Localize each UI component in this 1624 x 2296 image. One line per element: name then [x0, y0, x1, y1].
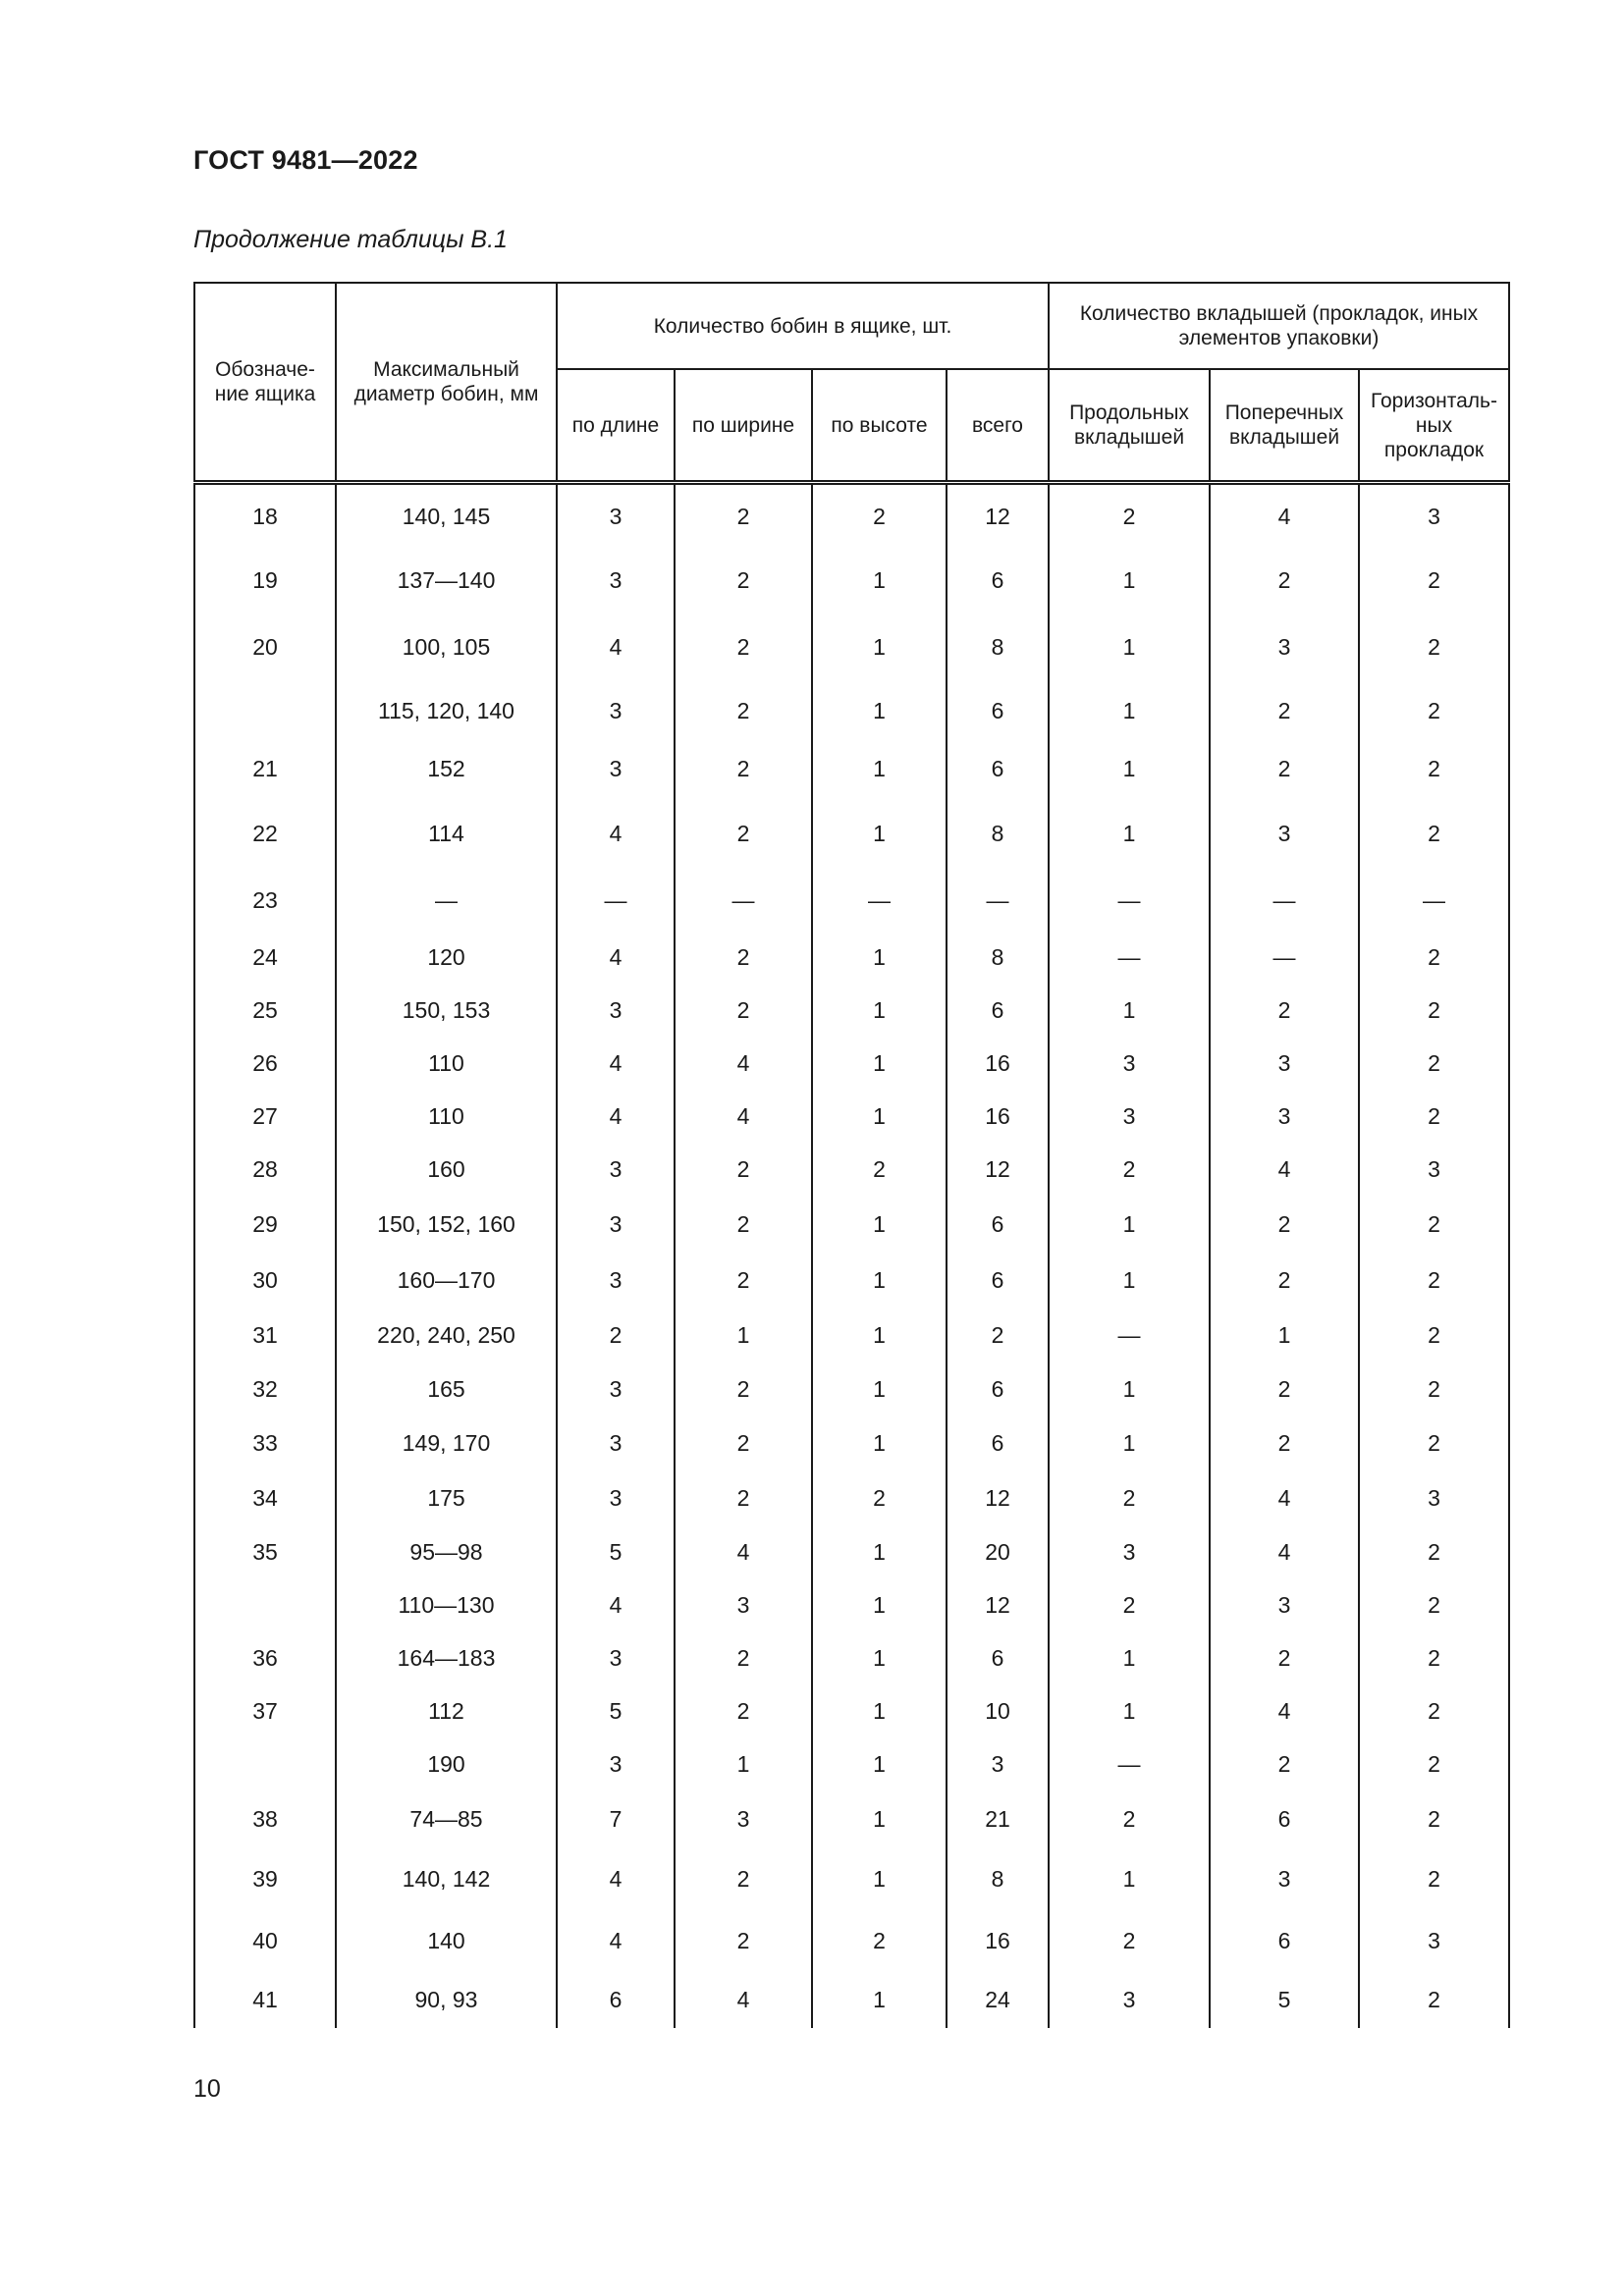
cell-total: 16: [947, 1910, 1049, 1971]
cell-transverse: 2: [1210, 1415, 1359, 1470]
cell-designation: 33: [194, 1415, 336, 1470]
cell-by-width: 2: [675, 740, 812, 797]
cell-horizontal: 2: [1359, 1971, 1509, 2028]
cell-max-diameter: 149, 170: [336, 1415, 557, 1470]
cell-max-diameter: 137—140: [336, 548, 557, 613]
cell-by-height: 1: [812, 1847, 947, 1910]
cell-designation: 36: [194, 1631, 336, 1684]
cell-longitudinal: 1: [1049, 681, 1210, 740]
table-row: [194, 797, 1509, 870]
cell-longitudinal: 3: [1049, 1090, 1210, 1143]
cell-by-width: 2: [675, 613, 812, 681]
table-row: [194, 1631, 1509, 1684]
cell-by-height: 2: [812, 1470, 947, 1525]
cell-transverse: 2: [1210, 1362, 1359, 1415]
cell-total: —: [947, 870, 1049, 931]
cell-by-height: 1: [812, 797, 947, 870]
cell-designation: 23: [194, 870, 336, 931]
cell-longitudinal: 1: [1049, 548, 1210, 613]
cell-transverse: 2: [1210, 984, 1359, 1037]
cell-longitudinal: 2: [1049, 1143, 1210, 1196]
cell-total: 8: [947, 1847, 1049, 1910]
cell-transverse: 4: [1210, 1525, 1359, 1578]
cell-by-length: 4: [557, 1037, 675, 1090]
table-row: [194, 1971, 1509, 2028]
cell-longitudinal: 2: [1049, 1470, 1210, 1525]
cell-horizontal: 2: [1359, 1196, 1509, 1253]
cell-transverse: 4: [1210, 1470, 1359, 1525]
cell-by-width: 1: [675, 1737, 812, 1790]
cell-by-length: —: [557, 870, 675, 931]
table-row: [194, 681, 1509, 740]
cell-total: 8: [947, 931, 1049, 984]
table-row: [194, 1525, 1509, 1578]
cell-designation: [194, 1578, 336, 1631]
cell-horizontal: 3: [1359, 1470, 1509, 1525]
cell-designation: 22: [194, 797, 336, 870]
cell-total: 24: [947, 1971, 1049, 2028]
table-row: [194, 1790, 1509, 1847]
cell-longitudinal: 1: [1049, 984, 1210, 1037]
cell-horizontal: 3: [1359, 1910, 1509, 1971]
cell-transverse: 3: [1210, 797, 1359, 870]
table-row: [194, 740, 1509, 797]
cell-total: 16: [947, 1037, 1049, 1090]
cell-horizontal: 2: [1359, 1737, 1509, 1790]
cell-by-length: 4: [557, 1910, 675, 1971]
cell-longitudinal: 3: [1049, 1971, 1210, 2028]
cell-by-width: 4: [675, 1971, 812, 2028]
cell-transverse: 3: [1210, 1847, 1359, 1910]
table-row: [194, 1684, 1509, 1737]
cell-total: 6: [947, 1196, 1049, 1253]
cell-total: 3: [947, 1737, 1049, 1790]
cell-max-diameter: —: [336, 870, 557, 931]
cell-by-width: 2: [675, 1362, 812, 1415]
cell-by-length: 2: [557, 1308, 675, 1362]
cell-by-width: 4: [675, 1090, 812, 1143]
cell-horizontal: 2: [1359, 1362, 1509, 1415]
cell-by-width: 2: [675, 681, 812, 740]
cell-longitudinal: 1: [1049, 1415, 1210, 1470]
header-max-diameter: Максимальный диаметр бобин, мм: [336, 283, 557, 483]
cell-by-height: 1: [812, 1196, 947, 1253]
cell-max-diameter: 140, 145: [336, 483, 557, 548]
cell-max-diameter: 140, 142: [336, 1847, 557, 1910]
cell-by-height: 1: [812, 740, 947, 797]
cell-transverse: 3: [1210, 613, 1359, 681]
cell-max-diameter: 114: [336, 797, 557, 870]
header-by-width: по ширине: [675, 369, 812, 483]
cell-total: 16: [947, 1090, 1049, 1143]
cell-horizontal: 2: [1359, 1525, 1509, 1578]
table-continuation-caption: Продолжение таблицы В.1: [193, 226, 508, 253]
cell-horizontal: 2: [1359, 1684, 1509, 1737]
cell-horizontal: 2: [1359, 931, 1509, 984]
cell-by-width: —: [675, 870, 812, 931]
header-total: всего: [947, 369, 1049, 483]
cell-total: 6: [947, 1415, 1049, 1470]
header-bobbins-group: Количество бобин в ящике, шт.: [557, 283, 1049, 369]
cell-by-length: 3: [557, 1415, 675, 1470]
cell-by-length: 3: [557, 1253, 675, 1308]
cell-by-width: 2: [675, 984, 812, 1037]
cell-by-height: 1: [812, 1790, 947, 1847]
cell-transverse: —: [1210, 931, 1359, 984]
table-row: [194, 1143, 1509, 1196]
table-row: [194, 548, 1509, 613]
table-header: [194, 283, 1509, 483]
cell-by-length: 5: [557, 1684, 675, 1737]
cell-max-diameter: 112: [336, 1684, 557, 1737]
cell-by-height: 1: [812, 1631, 947, 1684]
cell-total: 6: [947, 1253, 1049, 1308]
cell-by-height: 1: [812, 1578, 947, 1631]
cell-designation: 19: [194, 548, 336, 613]
cell-designation: 24: [194, 931, 336, 984]
cell-total: 6: [947, 740, 1049, 797]
cell-by-length: 3: [557, 483, 675, 548]
table-row: [194, 870, 1509, 931]
cell-by-width: 2: [675, 1847, 812, 1910]
cell-designation: 27: [194, 1090, 336, 1143]
header-by-height: по высоте: [812, 369, 947, 483]
cell-by-length: 5: [557, 1525, 675, 1578]
cell-by-length: 4: [557, 797, 675, 870]
cell-by-height: 2: [812, 1910, 947, 1971]
cell-by-height: 1: [812, 1037, 947, 1090]
cell-by-height: 1: [812, 548, 947, 613]
cell-longitudinal: 2: [1049, 1910, 1210, 1971]
cell-designation: 32: [194, 1362, 336, 1415]
cell-max-diameter: 160—170: [336, 1253, 557, 1308]
cell-designation: 38: [194, 1790, 336, 1847]
cell-designation: 28: [194, 1143, 336, 1196]
cell-by-height: 1: [812, 1737, 947, 1790]
cell-longitudinal: 1: [1049, 613, 1210, 681]
cell-total: 21: [947, 1790, 1049, 1847]
cell-transverse: 2: [1210, 740, 1359, 797]
cell-by-width: 2: [675, 931, 812, 984]
cell-by-height: 1: [812, 931, 947, 984]
cell-by-height: 1: [812, 1971, 947, 2028]
cell-horizontal: 2: [1359, 681, 1509, 740]
cell-horizontal: 3: [1359, 1143, 1509, 1196]
table-row: [194, 1308, 1509, 1362]
table-row: [194, 1578, 1509, 1631]
cell-max-diameter: 164—183: [336, 1631, 557, 1684]
cell-designation: 21: [194, 740, 336, 797]
cell-by-length: 3: [557, 1362, 675, 1415]
header-transverse: Поперечных вкладышей: [1210, 369, 1359, 483]
cell-total: 12: [947, 1578, 1049, 1631]
cell-by-width: 2: [675, 1684, 812, 1737]
cell-by-length: 3: [557, 1631, 675, 1684]
cell-total: 6: [947, 681, 1049, 740]
cell-by-height: —: [812, 870, 947, 931]
cell-designation: 26: [194, 1037, 336, 1090]
cell-designation: 37: [194, 1684, 336, 1737]
cell-transverse: 6: [1210, 1910, 1359, 1971]
cell-max-diameter: 160: [336, 1143, 557, 1196]
cell-longitudinal: —: [1049, 870, 1210, 931]
cell-by-length: 3: [557, 740, 675, 797]
cell-designation: 31: [194, 1308, 336, 1362]
cell-designation: 34: [194, 1470, 336, 1525]
cell-by-height: 1: [812, 1362, 947, 1415]
cell-max-diameter: 95—98: [336, 1525, 557, 1578]
cell-total: 8: [947, 797, 1049, 870]
cell-horizontal: 2: [1359, 740, 1509, 797]
cell-total: 20: [947, 1525, 1049, 1578]
cell-by-length: 3: [557, 1143, 675, 1196]
table-row: [194, 1910, 1509, 1971]
cell-max-diameter: 100, 105: [336, 613, 557, 681]
cell-max-diameter: 110: [336, 1090, 557, 1143]
cell-longitudinal: 1: [1049, 797, 1210, 870]
cell-max-diameter: 152: [336, 740, 557, 797]
cell-designation: 35: [194, 1525, 336, 1578]
table-row: [194, 1415, 1509, 1470]
cell-transverse: 2: [1210, 1253, 1359, 1308]
table-row: [194, 483, 1509, 548]
cell-by-length: 3: [557, 548, 675, 613]
table-row: [194, 1196, 1509, 1253]
cell-by-length: 4: [557, 1578, 675, 1631]
cell-by-width: 3: [675, 1790, 812, 1847]
document-code: ГОСТ 9481—2022: [193, 145, 418, 175]
table-row: [194, 931, 1509, 984]
cell-horizontal: 2: [1359, 1578, 1509, 1631]
cell-horizontal: 2: [1359, 1037, 1509, 1090]
cell-designation: 30: [194, 1253, 336, 1308]
cell-horizontal: 2: [1359, 984, 1509, 1037]
cell-transverse: 4: [1210, 483, 1359, 548]
cell-transverse: 4: [1210, 1143, 1359, 1196]
cell-designation: [194, 681, 336, 740]
cell-by-width: 2: [675, 1143, 812, 1196]
cell-total: 10: [947, 1684, 1049, 1737]
header-inserts-group: Количество вкладышей (прокладок, иных элементов упаковки): [1049, 283, 1509, 369]
cell-transverse: 3: [1210, 1090, 1359, 1143]
cell-by-height: 1: [812, 613, 947, 681]
cell-longitudinal: 1: [1049, 1684, 1210, 1737]
cell-transverse: 3: [1210, 1578, 1359, 1631]
cell-by-length: 3: [557, 984, 675, 1037]
cell-by-width: 2: [675, 797, 812, 870]
cell-total: 6: [947, 984, 1049, 1037]
header-longitudinal: Продольных вкладышей: [1049, 369, 1210, 483]
cell-transverse: 2: [1210, 681, 1359, 740]
cell-longitudinal: —: [1049, 931, 1210, 984]
cell-by-length: 3: [557, 1196, 675, 1253]
header-designation: Обозначе- ние ящика: [194, 283, 336, 483]
cell-horizontal: 2: [1359, 1415, 1509, 1470]
table-row: [194, 984, 1509, 1037]
table-row: [194, 1362, 1509, 1415]
cell-longitudinal: 1: [1049, 1196, 1210, 1253]
cell-total: 12: [947, 1143, 1049, 1196]
table-row: [194, 1737, 1509, 1790]
cell-max-diameter: 165: [336, 1362, 557, 1415]
cell-horizontal: 2: [1359, 1090, 1509, 1143]
cell-by-height: 2: [812, 483, 947, 548]
cell-transverse: 4: [1210, 1684, 1359, 1737]
cell-designation: [194, 1737, 336, 1790]
cell-horizontal: 2: [1359, 1253, 1509, 1308]
cell-by-width: 3: [675, 1578, 812, 1631]
cell-by-width: 2: [675, 548, 812, 613]
cell-longitudinal: 2: [1049, 483, 1210, 548]
cell-by-length: 3: [557, 1470, 675, 1525]
cell-transverse: 2: [1210, 1631, 1359, 1684]
cell-by-length: 4: [557, 931, 675, 984]
cell-longitudinal: 2: [1049, 1578, 1210, 1631]
cell-max-diameter: 74—85: [336, 1790, 557, 1847]
table-row: [194, 1090, 1509, 1143]
cell-by-width: 2: [675, 483, 812, 548]
cell-longitudinal: 3: [1049, 1525, 1210, 1578]
cell-total: 8: [947, 613, 1049, 681]
table-row: [194, 1470, 1509, 1525]
header-horizontal: Горизонталь- ных прокладок: [1359, 369, 1509, 483]
cell-by-height: 1: [812, 984, 947, 1037]
cell-horizontal: 2: [1359, 1790, 1509, 1847]
cell-by-length: 6: [557, 1971, 675, 2028]
cell-max-diameter: 90, 93: [336, 1971, 557, 2028]
cell-by-width: 2: [675, 1470, 812, 1525]
cell-designation: 20: [194, 613, 336, 681]
cell-by-height: 1: [812, 1253, 947, 1308]
cell-by-height: 1: [812, 1525, 947, 1578]
cell-by-length: 4: [557, 613, 675, 681]
cell-transverse: 2: [1210, 1196, 1359, 1253]
cell-max-diameter: 220, 240, 250: [336, 1308, 557, 1362]
cell-total: 12: [947, 483, 1049, 548]
cell-designation: 18: [194, 483, 336, 548]
cell-total: 12: [947, 1470, 1049, 1525]
cell-transverse: 1: [1210, 1308, 1359, 1362]
cell-horizontal: 2: [1359, 1631, 1509, 1684]
cell-by-height: 1: [812, 681, 947, 740]
cell-designation: 25: [194, 984, 336, 1037]
cell-transverse: 5: [1210, 1971, 1359, 2028]
cell-by-height: 1: [812, 1308, 947, 1362]
cell-by-width: 2: [675, 1415, 812, 1470]
table-row: [194, 1253, 1509, 1308]
cell-max-diameter: 115, 120, 140: [336, 681, 557, 740]
cell-longitudinal: 1: [1049, 1362, 1210, 1415]
header-by-length: по длине: [557, 369, 675, 483]
cell-by-width: 2: [675, 1196, 812, 1253]
cell-longitudinal: —: [1049, 1308, 1210, 1362]
table-body: [194, 483, 1509, 2028]
cell-transverse: 2: [1210, 1737, 1359, 1790]
cell-transverse: —: [1210, 870, 1359, 931]
cell-total: 6: [947, 1362, 1049, 1415]
cell-transverse: 3: [1210, 1037, 1359, 1090]
cell-by-height: 1: [812, 1415, 947, 1470]
cell-by-length: 7: [557, 1790, 675, 1847]
cell-transverse: 2: [1210, 548, 1359, 613]
cell-max-diameter: 140: [336, 1910, 557, 1971]
cell-longitudinal: 2: [1049, 1790, 1210, 1847]
cell-total: 2: [947, 1308, 1049, 1362]
cell-horizontal: 2: [1359, 1308, 1509, 1362]
cell-by-length: 4: [557, 1090, 675, 1143]
table-row: [194, 613, 1509, 681]
table-row: [194, 1037, 1509, 1090]
cell-max-diameter: 190: [336, 1737, 557, 1790]
cell-horizontal: 2: [1359, 548, 1509, 613]
cell-max-diameter: 150, 152, 160: [336, 1196, 557, 1253]
cell-longitudinal: 1: [1049, 1847, 1210, 1910]
cell-longitudinal: —: [1049, 1737, 1210, 1790]
cell-designation: 39: [194, 1847, 336, 1910]
cell-horizontal: 2: [1359, 1847, 1509, 1910]
cell-horizontal: 2: [1359, 797, 1509, 870]
cell-max-diameter: 120: [336, 931, 557, 984]
cell-designation: 40: [194, 1910, 336, 1971]
cell-total: 6: [947, 548, 1049, 613]
cell-by-length: 3: [557, 681, 675, 740]
cell-longitudinal: 1: [1049, 740, 1210, 797]
cell-by-width: 4: [675, 1037, 812, 1090]
cell-longitudinal: 1: [1049, 1253, 1210, 1308]
cell-max-diameter: 175: [336, 1470, 557, 1525]
cell-longitudinal: 3: [1049, 1037, 1210, 1090]
cell-by-height: 1: [812, 1090, 947, 1143]
cell-longitudinal: 1: [1049, 1631, 1210, 1684]
cell-max-diameter: 110—130: [336, 1578, 557, 1631]
cell-by-length: 3: [557, 1737, 675, 1790]
cell-by-width: 1: [675, 1308, 812, 1362]
cell-horizontal: —: [1359, 870, 1509, 931]
cell-by-width: 4: [675, 1525, 812, 1578]
packaging-table: [193, 282, 1510, 2028]
cell-by-width: 2: [675, 1910, 812, 1971]
cell-by-width: 2: [675, 1253, 812, 1308]
cell-horizontal: 3: [1359, 483, 1509, 548]
cell-total: 6: [947, 1631, 1049, 1684]
table-row: [194, 1847, 1509, 1910]
page-number: 10: [193, 2075, 221, 2103]
cell-max-diameter: 110: [336, 1037, 557, 1090]
cell-by-width: 2: [675, 1631, 812, 1684]
cell-max-diameter: 150, 153: [336, 984, 557, 1037]
cell-by-height: 1: [812, 1684, 947, 1737]
cell-by-length: 4: [557, 1847, 675, 1910]
cell-designation: 41: [194, 1971, 336, 2028]
cell-horizontal: 2: [1359, 613, 1509, 681]
cell-transverse: 6: [1210, 1790, 1359, 1847]
cell-designation: 29: [194, 1196, 336, 1253]
cell-by-height: 2: [812, 1143, 947, 1196]
